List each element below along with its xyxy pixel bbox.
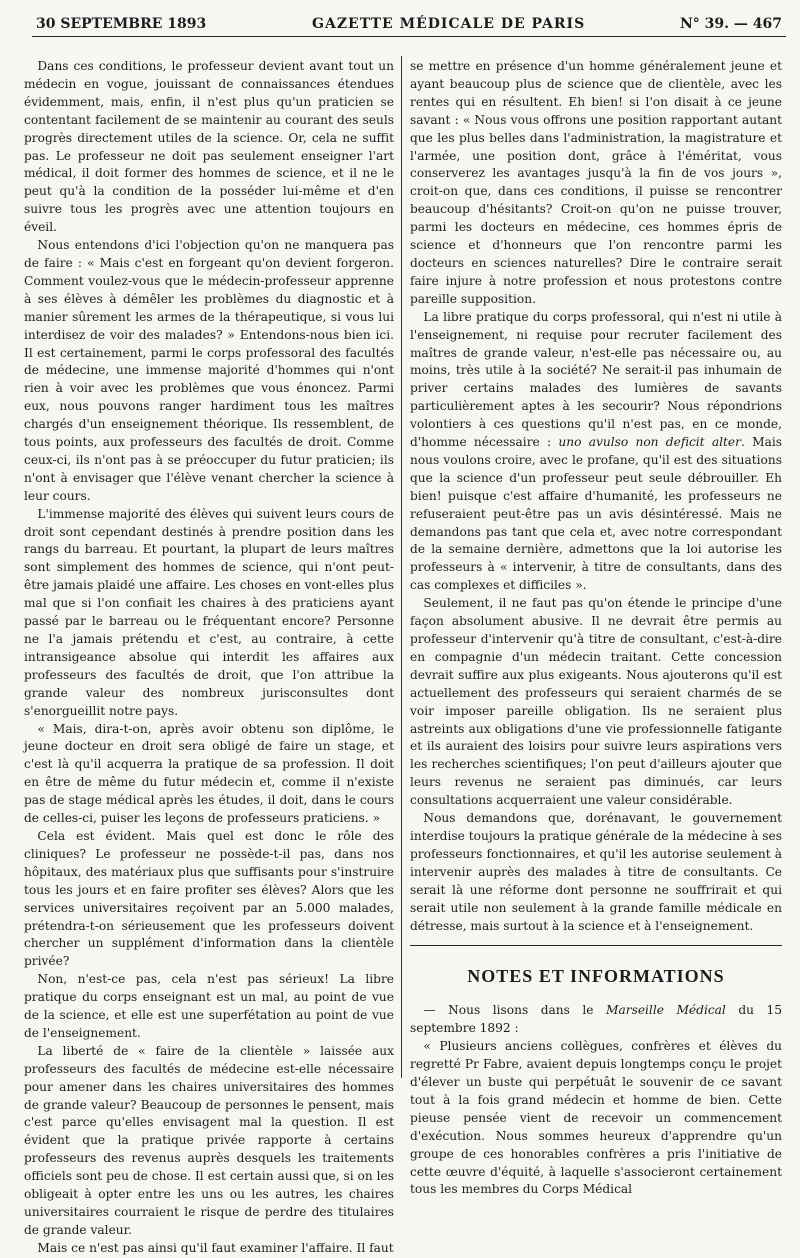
header-page-number: N° 39. — 467 (680, 16, 782, 32)
paragraph: Dans ces conditions, le professeur devient avant tout un médecin en vogue, jouissant de connaissances étendues évidemment, mais, enfin, il n'est plus qu'un praticien se contentant facilement de se maintenir au courant des seuls progrès directement utiles de la science. Or, cela ne suffit pas. Le professeur ne doit pas seulement enseigner l'art médical, il doit former des hommes de science, et il ne le peut qu'à la condition de la posséder lui-même et d'en suivre tous les progrès avec une attention toujours en éveil. (24, 59, 394, 235)
paragraph: Nous demandons que, dorénavant, le gouvernement interdise toujours la pratique générale de la médecine à ses professeurs fonctionnaires, et qu'il les autorise seulement à intervenir auprès des malades à titre de consultants. Ce serait là une réforme dont personne ne souffrirait et qui serait utile non seulement à la grande famille médicale en détresse, mais surtout à la science et à l'enseignement. (410, 811, 782, 933)
right-column (410, 58, 783, 1197)
section-divider (410, 945, 782, 946)
paragraph: « Plusieurs anciens collègues, confrères et élèves du regretté Pr Fabre, avaient depuis longtemps conçu le projet d'élever un buste qui perpétuât le souvenir de ce savant tout à la fois grand médecin et homme de bien. Cette pieuse pensée vient de recevoir un commencement d'exécution. Nous sommes heureux d'apprendre qu'un groupe de ces honorables confrères a pris l'initiative de cette œuvre d'équité, à laquelle s'associeront certainement tous les membres du Corps Médical (410, 1039, 782, 1197)
journal-name: Marseille Médical (606, 1003, 726, 1018)
paragraph-continuation: se mettre en présence d'un homme généralement jeune et ayant beaucoup plus de science que de clientèle, avec les rentes qui en résultent. Eh bien! si l'on disait à ce jeune savant : « Nous vous offrons une position rapportant autant que les plus belles dans l'administration, la magistrature et l'armée, une position dont, grâce à l'éméritat, vous conserverez les avantages jusqu'à la fin de vos jours », croit-on que, dans ces conditions, il puisse se rencontrer beaucoup d'hésitants? Croit-on qu'on ne puisse trouver, parmi les docteurs en médecine, ces hommes épris de science et d'honneurs que l'on rencontre parmi les docteurs en sciences naturelles? Dire le contraire serait faire injure à notre profession et nous protestons contre pareille supposition. (410, 59, 782, 306)
paragraph: Nous entendons d'ici l'objection qu'on ne manquera pas de faire : « Mais c'est en forgeant qu'on devient forgeron. Comment voulez-vous que le médecin-professeur apprenne à ses élèves à démêler les problèmes du diagnostic et à manier sûrement les armes de la thérapeutique, si vous lui interdisez de voir des malades? » Entendons-nous bien ici. Il est certainement, parmi le corps professoral des facultés de médecine, une immense majorité d'hommes qui n'ont rien à voir avec les problèmes que vous énoncez. Parmi eux, nous pouvons ranger hardiment tous les maîtres chargés d'un enseignement théorique. Ils ressemblent, de tous points, aux professeurs des facultés de droit. Comme ceux-ci, ils n'ont pas à se préoccuper du futur praticien; ils n'ont à envisager que l'élève venant chercher la science à leur cours. (24, 238, 394, 503)
page-header (32, 10, 786, 37)
paragraph: « Mais, dira-t-on, après avoir obtenu son diplôme, le jeune docteur en droit sera obligé de faire un stage, et c'est là qu'il acquerra la pratique de sa profession. Il doit en être de même du futur médecin et, comme il n'existe pas de stage médical après les études, il doit, dans le cours de celles-ci, puiser les leçons de professeurs praticiens. » (24, 721, 394, 826)
paragraph: Seulement, il ne faut pas qu'on étende le principe d'une façon absolument abusive. Il ne devrait être permis au professeur d'intervenir qu'à titre de consultant, c'est-à-dire en compagnie d'un médecin traitant. Cette concession devrait suffire aux plus exigeants. Nous ajouterons qu'il est actuellement des professeurs qui seraient charmés de se voir imposer pareille obligation. Ils ne seraient plus astreints aux obligations d'une vie professionnelle fatigante et ils auraient des loisirs pour suivre leurs aspirations vers les recherches scientifiques; l'on peut d'ailleurs ajouter que leurs revenus ne seraient pas diminués, car leurs consultations acquerraient une valeur considérable. (410, 596, 782, 808)
paragraph: Non, n'est-ce pas, cela n'est pas sérieux! La libre pratique du corps enseignant est un mal, au point de vue de la science, et elle est une superfétation au point de vue de l'enseignement. (24, 972, 394, 1040)
left-column (24, 58, 394, 1255)
header-date: 30 SEPTEMBRE 1893 (36, 16, 207, 32)
paragraph-text: La libre pratique du corps professoral, qui n'est ni utile à l'enseignement, ni requise pour recruter facilement des maîtres de grande valeur, n'est-elle pas nécessaire ou, au moins, très utile à la société? Ne serait-il pas inhumain de priver certains malades des lumières de savants particulièrement aptes à les secourir? Nous répondrions volontiers à ces questions qu'il n'est pas, en ce monde, d'homme nécessaire : (410, 309, 782, 450)
paragraph (410, 1002, 782, 1038)
paragraph-text: du 15 septembre 1892 : (410, 1003, 783, 1036)
paragraph: Cela est évident. Mais quel est donc le rôle des cliniques? Le professeur ne possède-t-il pas, dans nos hôpitaux, des matériaux plus que suffisants pour s'instruire tous les jours et en faire profiter ses élèves? Alors que les services universitaires reçoivent par an 5.000 malades, prétendra-t-on sérieusement que les professeurs doivent chercher un supplément d'information dans la clientèle privée? (24, 828, 394, 969)
paragraph: L'immense majorité des élèves qui suivent leurs cours de droit sont cependant destinés à prendre position dans les rangs du barreau. Et pourtant, la plupart de leurs maîtres sont simplement des hommes de science, qui n'ont peut-être jamais plaidé une affaire. Les choses en vont-elles plus mal que si l'on confiait les chaires à des praticiens ayant passé par le barreau ou le fréquentant encore? Personne ne l'a jamais prétendu et c'est, au contraire, à cette intransigeance absolue qui interdit les affaires aux professeurs des facultés de droit, que l'on attribue la grande valeur des nombreux jurisconsultes dont s'enorgueillit notre pays. (24, 506, 394, 718)
column-divider (401, 56, 402, 1078)
paragraph (410, 309, 782, 596)
paragraph-text: . Mais nous voulons croire, avec le profane, qu'il est des situations que la science d'un professeur peut seule débrouiller. Eh bien! puisque c'est affaire d'humanité, les professeurs ne refuseraient peut-être pas un avis désintéressé. Mais ne demandons pas tant que cela et, avec notre correspondant de la semaine dernière, admettons que la loi autorise les professeurs à « intervenir, à titre de consultants, dans des cas complexes et difficiles ». (410, 435, 782, 593)
paragraph-text: — Nous lisons dans le (423, 1003, 594, 1018)
header-title: GAZETTE MÉDICALE DE PARIS (312, 16, 586, 32)
paragraph: La liberté de « faire de la clientèle » laissée aux professeurs des facultés de médecine est-elle nécessaire pour amener dans les chaires universitaires des hommes de grande valeur? Beaucoup de personnes le pensent, mais c'est parce qu'elles envisagent mal la question. Il est évident que la pratique privée rapporte à certains professeurs des revenus auprès desquels les traitements officiels sont peu de chose. Il est certain aussi que, si on les obligeait à opter entre les uns ou les autres, les chaires universitaires courraient le risque de perdre des titulaires de grande valeur. (24, 1043, 394, 1237)
latin-quote: uno avulso non deficit alter (558, 435, 741, 450)
section-title: NOTES ET INFORMATIONS (467, 966, 725, 987)
paragraph: Mais ce n'est pas ainsi qu'il faut examiner l'affaire. Il faut (37, 1240, 394, 1255)
